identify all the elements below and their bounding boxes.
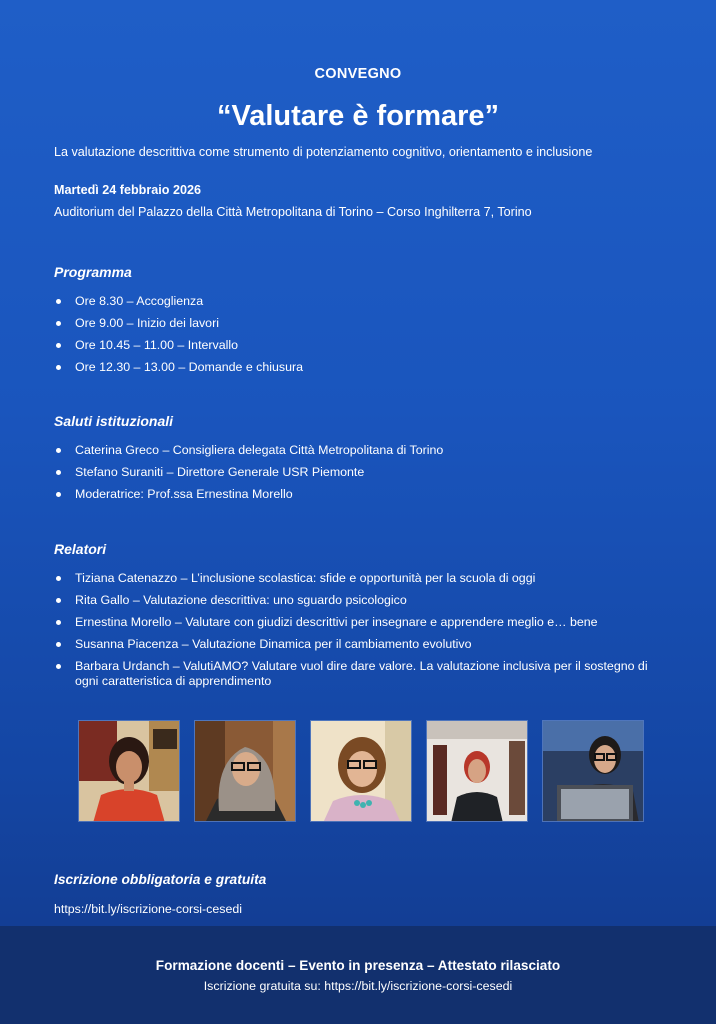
speaker-photos	[78, 720, 644, 822]
portrait-image	[311, 721, 412, 822]
speaker-photo	[194, 720, 296, 822]
footer-tagline: Formazione docenti – Evento in presenza – Attestato rilasciato	[155, 958, 561, 973]
speaker-photo	[310, 720, 412, 822]
programma-heading: Programma	[54, 264, 132, 280]
list-item: Stefano Suraniti – Direttore Generale USR Piemonte	[54, 465, 654, 480]
portrait-image	[427, 721, 528, 822]
list-item: Ore 10.45 – 11.00 – Intervallo	[54, 338, 654, 353]
subtitle: La valutazione descrittiva come strumento di potenziamento cognitivo, orientamento e inclusione	[54, 145, 593, 159]
relatori-heading: Relatori	[54, 541, 107, 557]
list-item: Ore 8.30 – Accoglienza	[54, 294, 654, 309]
speaker-photo	[78, 720, 180, 822]
kicker: CONVEGNO	[314, 66, 402, 82]
relatori-list	[54, 571, 654, 696]
event-date: Martedì 24 febbraio 2026	[54, 183, 201, 197]
page-title: “Valutare è formare”	[216, 100, 500, 132]
portrait-image	[79, 721, 180, 822]
saluti-heading: Saluti istituzionali	[54, 413, 174, 429]
saluti-list	[54, 443, 654, 509]
list-item: Moderatrice: Prof.ssa Ernestina Morello	[54, 487, 654, 502]
programma-list	[54, 294, 654, 382]
list-item: Ernestina Morello – Valutare con giudizi descrittivi per insegnare e apprendere meglio e… bene	[54, 615, 654, 630]
event-venue: Auditorium del Palazzo della Città Metropolitana di Torino – Corso Inghilterra 7, Torino	[54, 205, 532, 219]
registration-heading: Iscrizione obbligatoria e gratuita	[54, 872, 267, 887]
list-item: Barbara Urdanch – ValutiAMO? Valutare vuol dire dare valore. La valutazione inclusiva per il sostegno di ogni caratteristica di apprendimento	[54, 659, 654, 689]
footer-registration[interactable]: Iscrizione gratuita su: https://bit.ly/iscrizione-corsi-cesedi	[203, 979, 513, 993]
list-item: Rita Gallo – Valutazione descrittiva: uno sguardo psicologico	[54, 593, 654, 608]
portrait-image	[543, 721, 644, 822]
list-item: Susanna Piacenza – Valutazione Dinamica per il cambiamento evolutivo	[54, 637, 654, 652]
footer	[0, 926, 716, 1024]
list-item: Tiziana Catenazzo – L’inclusione scolastica: sfide e opportunità per la scuola di oggi	[54, 571, 654, 586]
portrait-image	[195, 721, 296, 822]
list-item: Ore 9.00 – Inizio dei lavori	[54, 316, 654, 331]
list-item: Caterina Greco – Consigliera delegata Città Metropolitana di Torino	[54, 443, 654, 458]
registration-link[interactable]: https://bit.ly/iscrizione-corsi-cesedi	[54, 902, 242, 916]
speaker-photo	[542, 720, 644, 822]
speaker-photo	[426, 720, 528, 822]
list-item: Ore 12.30 – 13.00 – Domande e chiusura	[54, 360, 654, 375]
